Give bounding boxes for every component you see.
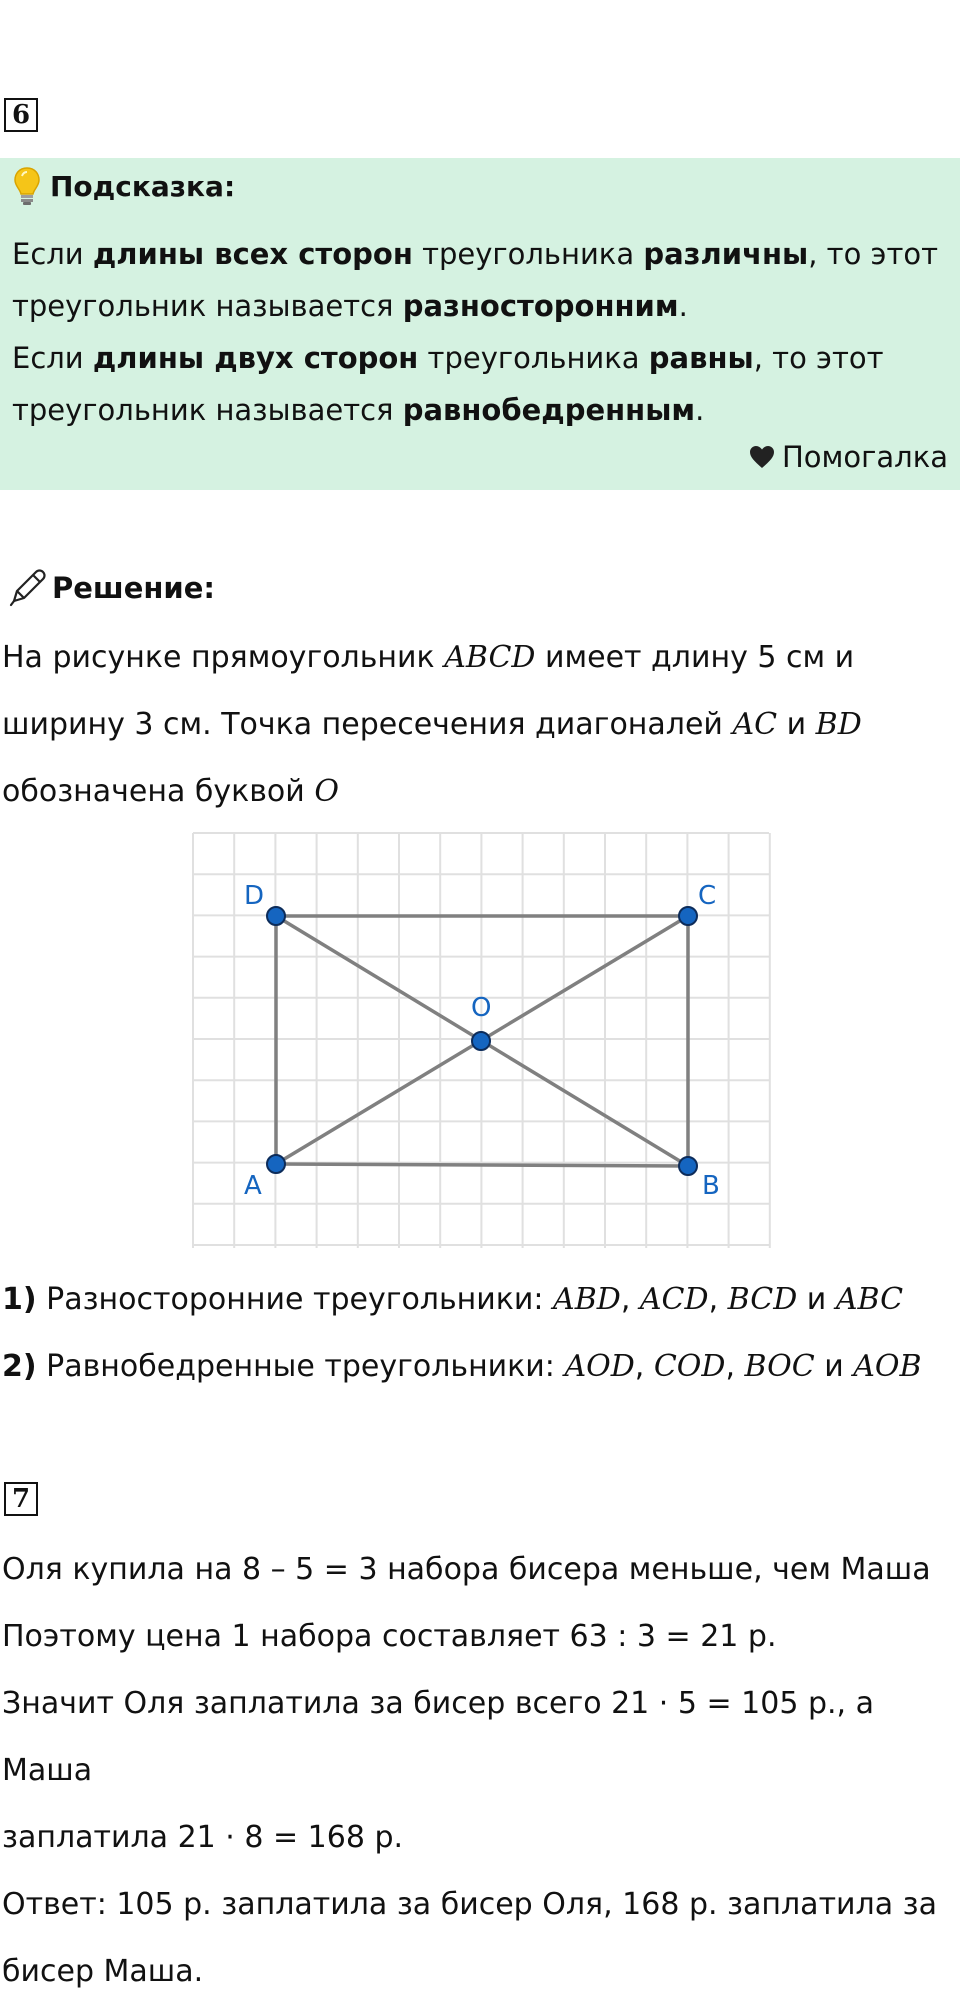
math-text: O <box>314 774 339 809</box>
bold-text: различны <box>643 237 809 271</box>
point-c <box>679 907 697 925</box>
text: Равнобедренные треугольники: <box>36 1349 565 1384</box>
hint-box <box>0 158 960 490</box>
label-c: C <box>698 881 717 911</box>
point-o <box>472 1032 490 1050</box>
hint-line-2 <box>12 280 948 332</box>
answer-item-2 <box>2 1333 952 1400</box>
task7-line: Ответ: 105 р. заплатила за бисер Оля, 168 р. заплатила за <box>2 1887 937 1922</box>
rectangle-diagram <box>186 828 776 1253</box>
math-text: ACD <box>639 1282 709 1317</box>
math-text: AOB <box>853 1349 922 1384</box>
math-text: ABC <box>835 1282 904 1317</box>
text: и <box>814 1349 854 1384</box>
hint-signature[interactable] <box>748 440 948 474</box>
text: обозначена буквой <box>2 774 315 809</box>
solution-text <box>2 624 952 825</box>
bold-text: длины всех сторон <box>92 237 413 271</box>
label-o: O <box>471 993 492 1023</box>
text: Если <box>12 341 93 375</box>
text: имеет длину 5 см и <box>535 640 855 675</box>
solution-heading <box>6 566 215 610</box>
math-text: AOD <box>564 1349 635 1384</box>
answer-item-1 <box>2 1266 952 1333</box>
point-b <box>679 1157 697 1175</box>
text: треугольник называется <box>12 393 403 427</box>
hint-title-text: Подсказка: <box>50 169 236 203</box>
item-number: 1) <box>2 1282 37 1317</box>
point-a <box>267 1155 285 1173</box>
solution-line-2 <box>2 691 952 758</box>
text: , <box>634 1349 654 1384</box>
text: Если <box>12 237 93 271</box>
math-text: BOC <box>744 1349 815 1384</box>
text: , то этот <box>808 237 938 271</box>
text: . <box>695 393 705 427</box>
text: , то этот <box>753 341 884 375</box>
side-ab <box>276 1164 688 1166</box>
bold-text: длины двух сторон <box>92 341 419 375</box>
solution-answers <box>2 1266 952 1400</box>
solution-line-3 <box>2 758 952 825</box>
task7-text <box>2 1536 952 2005</box>
task-number: 7 <box>4 1482 38 1516</box>
label-d: D <box>244 881 265 911</box>
text: и <box>777 707 816 742</box>
lightbulb-icon <box>12 166 42 206</box>
pencil-icon <box>6 567 48 609</box>
text: треугольник называется <box>12 289 403 323</box>
text: треугольника <box>418 341 649 375</box>
math-text: BD <box>815 707 862 742</box>
task-number: 6 <box>4 98 38 132</box>
hint-line-3 <box>12 332 948 384</box>
text: треугольника <box>412 237 644 271</box>
task7-line: заплатила 21 · 8 = 168 р. <box>2 1820 404 1855</box>
hint-line-4 <box>12 384 948 436</box>
task7-line: Значит Оля заплатила за бисер всего 21 · 5 = 105 р., а Маша <box>2 1686 875 1788</box>
math-text: ABD <box>553 1282 621 1317</box>
text: Разносторонние треугольники: <box>36 1282 554 1317</box>
text: ширину 3 см. Точка пересечения диагоналей <box>2 707 733 742</box>
task7-line: Поэтому цена 1 набора составляет 63 : 3 = 21 р. <box>2 1619 777 1654</box>
text: . <box>678 289 688 323</box>
bold-text: разносторонним <box>402 289 679 323</box>
text: , <box>620 1282 640 1317</box>
signature-text: Помогалка <box>782 440 948 474</box>
text: и <box>797 1282 836 1317</box>
bold-text: равнобедренным <box>402 393 696 427</box>
label-a: A <box>244 1171 262 1201</box>
math-text: COD <box>653 1349 726 1384</box>
text: , <box>725 1349 745 1384</box>
point-d <box>267 907 285 925</box>
hint-text <box>12 228 948 436</box>
text: , <box>708 1282 728 1317</box>
label-b: B <box>702 1171 720 1201</box>
hint-title <box>12 166 235 206</box>
task7-line: Оля купила на 8 – 5 = 3 набора бисера меньше, чем Маша <box>2 1552 931 1587</box>
solution-line-1 <box>2 624 952 691</box>
solution-title: Решение: <box>52 571 216 605</box>
hint-line-1 <box>12 228 948 280</box>
bold-text: равны <box>648 341 754 375</box>
math-text: BCD <box>727 1282 798 1317</box>
math-text: ABCD <box>444 640 536 675</box>
item-number: 2) <box>2 1349 37 1384</box>
heart-icon <box>748 444 776 470</box>
task7-line: бисер Маша. <box>2 1954 204 1989</box>
text: На рисунке прямоугольник <box>2 640 445 675</box>
math-text: AC <box>732 707 778 742</box>
